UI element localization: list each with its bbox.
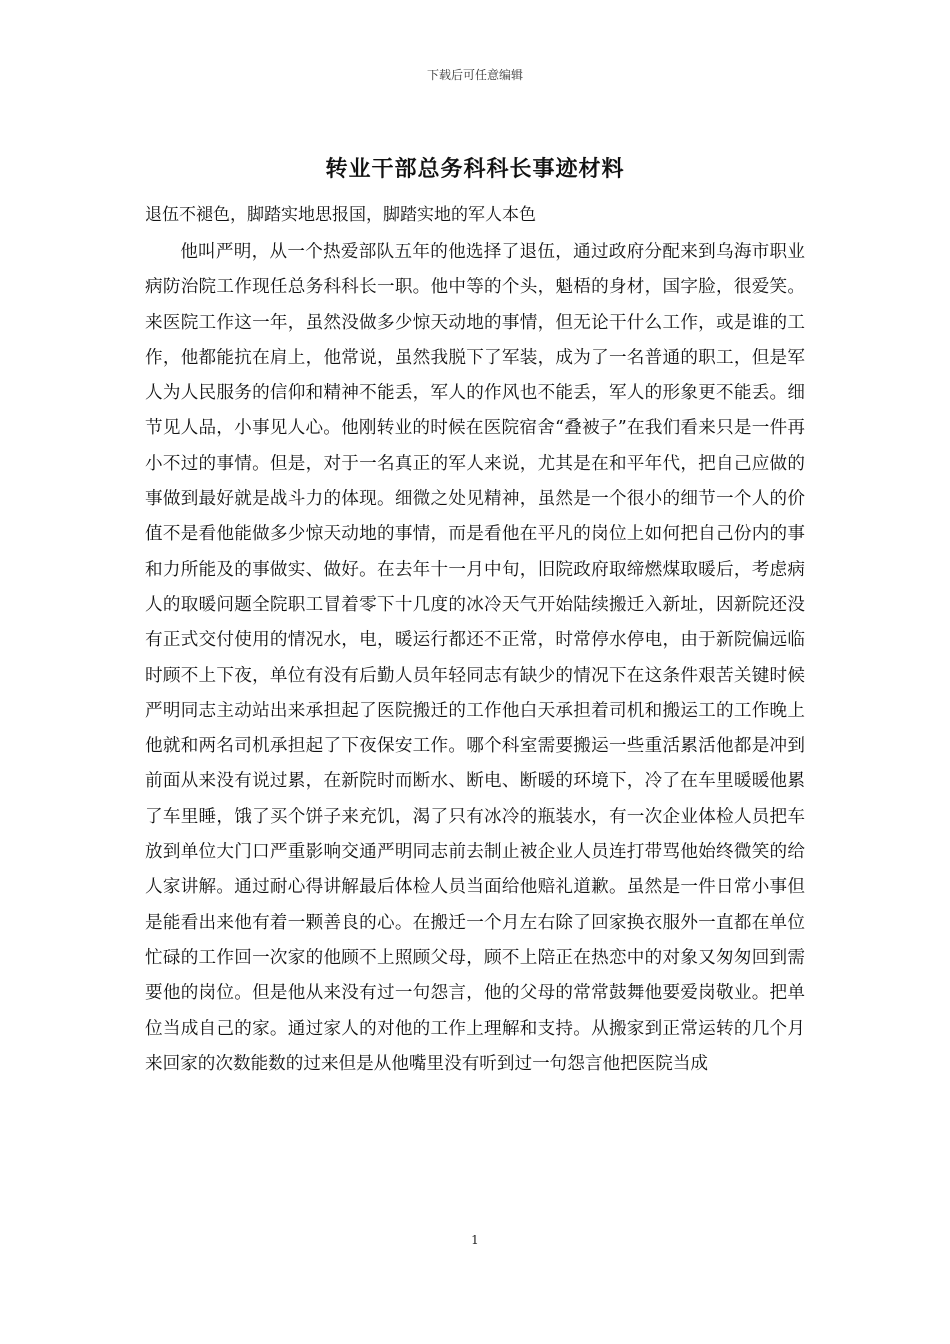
- document-title: 转业干部总务科科长事迹材料: [325, 156, 625, 182]
- body-paragraph: 他叫严明，从一个热爱部队五年的他选择了退伍，通过政府分配来到乌海市职业病防治院工作现任总务科科长一职。他中等的个头，魁梧的身材，国字脸，很爱笑。来医院工作这一年，虽然没做多少惊天动地的事情，但无论干什么工作，或是谁的工作，他都能抗在肩上，他常说，虽然我脱下了军装，成为了一名普通的职工，但是军人为人民服务的信仰和精神不能丢，军人的作风也不能丢，军人的形象更不能丢。细节见人品，小事见人心。他刚转业的时候在医院宿舍“叠被子”在我们看来只是一件再小不过的事情。但是，对于一名真正的军人来说，尤其是在和平年代，把自己应做的事做到最好就是战斗力的体现。细微之处见精神，虽然是一个很小的细节一个人的价值不是看他能做多少惊天动地的事情，而是看他在平凡的岗位上如何把自己份内的事和力所能及的事做实、做好。在去年十一月中旬，旧院政府取缔燃煤取暖后，考虑病人的取暖问题全院职工冒着零下十几度的冰冷天气开始陆续搬迁入新址，因新院还没有正式交付使用的情况水，电，暖运行都还不正常，时常停水停电，由于新院偏远临时顾不上下夜，单位有没有后勤人员年轻同志有缺少的情况下在这条件艰苦关键时候严明同志主动站出来承担起了医院搬迁的工作他白天承担着司机和搬运工的工作晚上他就和两名司机承担起了下夜保安工作。哪个科室需要搬运一些重活累活他都是冲到前面从来没有说过累，在新院时而断水、断电、断暖的环境下，冷了在车里暖暖他累了车里睡，饿了买个饼子来充饥，渴了只有冰冷的瓶装水，有一次企业体检人员把车放到单位大门口严重影响交通严明同志前去制止被企业人员连打带骂他始终微笑的给人家讲解。通过耐心得讲解最后体检人员当面给他赔礼道歉。虽然是一件日常小事但是能看出来他有着一颗善良的心。在搬迁一个月左右除了回家换衣服外一直都在单位忙碌的工作回一次家的他顾不上照顾父母，顾不上陪正在热恋中的对象又匆匆回到需要他的岗位。但是他从来没有过一句怨言，他的父母的常常鼓舞他要爱岗敬业。把单位当成自己的家。通过家人的对他的工作上理解和支持。从搬家到正常运转的几个月来回家的次数能数的过来但是从他嘴里没有听到过一句怨言他把医院当成: [145, 242, 805, 1074]
- document-subtitle: 退伍不褪色，脚踏实地思报国，脚踏实地的军人本色: [145, 205, 536, 225]
- page-number: 1: [471, 1233, 479, 1247]
- page-header-note: 下载后可任意编辑: [426, 68, 523, 82]
